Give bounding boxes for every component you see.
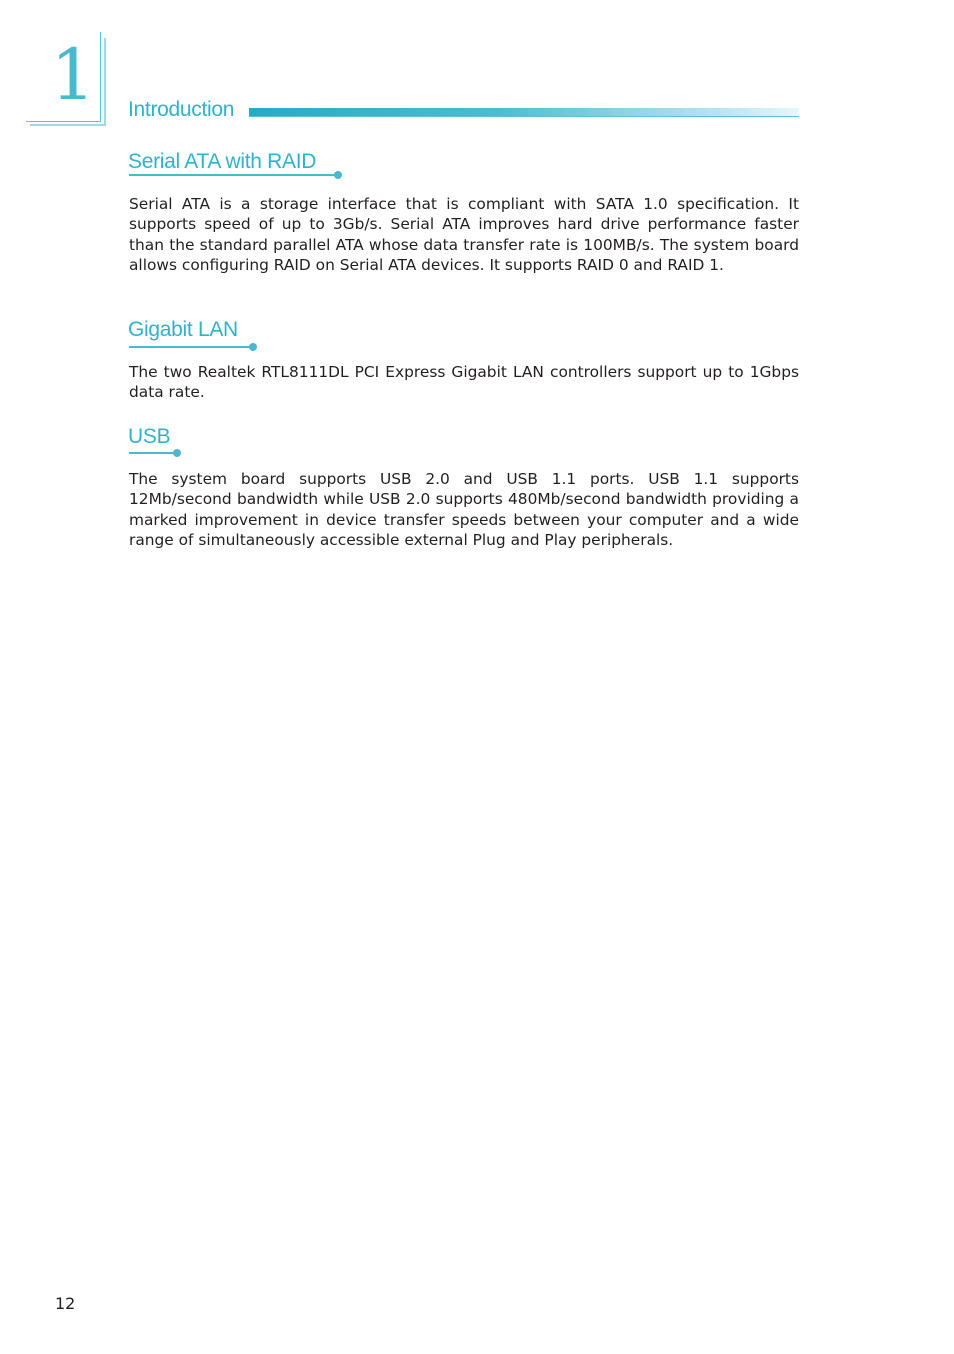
section-title: Introduction xyxy=(128,98,235,121)
section-title-bar xyxy=(249,108,799,116)
heading-serial-ata: Serial ATA with RAID xyxy=(128,150,317,173)
chapter-number: 1 xyxy=(50,34,96,116)
section-title-bar-line xyxy=(249,116,799,117)
page-number: 12 xyxy=(55,1294,76,1313)
chapter-frame-line xyxy=(30,124,106,126)
chapter-frame-line xyxy=(100,32,101,122)
underline-dot xyxy=(249,343,257,351)
paragraph-usb: The system board supports USB 2.0 and USB 1.1 ports. USB 1.1 supports 12Mb/second bandwidth while USB 2.0 supports 480Mb/second bandwidth providing a marked improvement in device transfer speeds between your computer and a wide range of simultaneously accessible external Plug and Play peripherals. xyxy=(129,470,799,549)
paragraph-gigabit-lan: The two Realtek RTL8111DL PCI Express Gigabit LAN controllers support up to 1Gbps data rate. xyxy=(129,363,799,402)
heading-underline xyxy=(129,346,252,348)
heading-gigabit-lan: Gigabit LAN xyxy=(128,318,238,341)
heading-usb: USB xyxy=(128,425,171,448)
underline-dot xyxy=(173,449,181,457)
chapter-frame-line xyxy=(26,121,101,122)
chapter-marker xyxy=(26,32,106,126)
heading-underline xyxy=(129,452,176,454)
chapter-frame-line xyxy=(104,38,106,126)
underline-dot xyxy=(334,171,342,179)
paragraph-serial-ata: Serial ATA is a storage interface that is compliant with SATA 1.0 specification. It supports speed of up to 3Gb/s. Serial ATA improves hard drive performance faster than the standard parallel ATA whose data transfer rate is 100MB/s. The system board allows configuring RAID on Serial ATA devices. It supports RAID 0 and RAID 1. xyxy=(129,195,799,274)
heading-underline xyxy=(129,174,337,176)
